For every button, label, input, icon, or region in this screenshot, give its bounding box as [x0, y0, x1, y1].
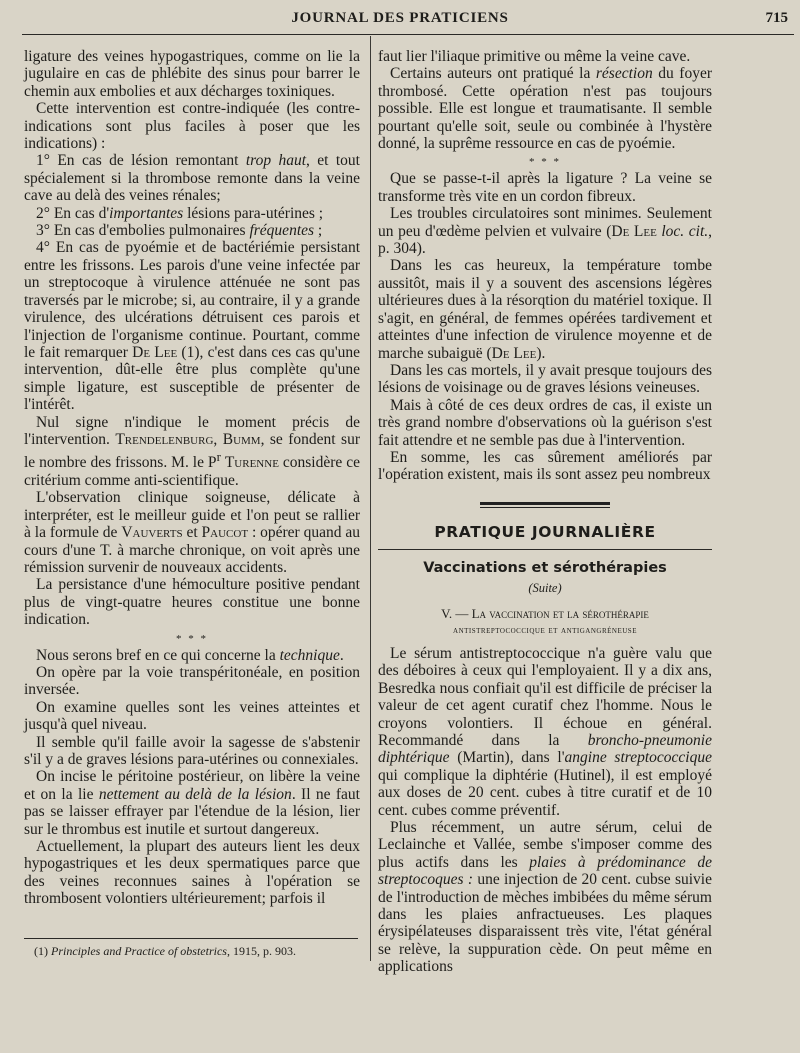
page-number: 715: [765, 10, 788, 26]
emphasis: loc. cit.: [656, 222, 709, 240]
paragraph: Dans les cas heureux, la température tombe aussitôt, mais il y a souvent des ascensions légères ultérieures dues à la résorqtion du matériel toxique. Il s'agit, en général, de femmes opérées tardivement et atteintes d'une infection de virulence moyenne et de marche subaiguë (De Lee).: [378, 257, 712, 362]
section-title: PRATIQUE JOURNALIÈRE: [434, 522, 656, 541]
paragraph: Nul signe n'indique le moment précis de l'intervention. Trendelenburg, Bumm, se fondent sur le nombre des frissons. M. le $P^r$ Turenne considère ce critérium comme anti-scientifique.: [24, 413, 361, 489]
section-rule: [378, 549, 712, 550]
author-name: Paucot: [201, 524, 249, 542]
section-break-stars: * * *: [529, 156, 561, 169]
footnote-title: Principles and Practice of obstetrics: [51, 944, 227, 958]
paragraph: Mais à côté de ces deux ordres de cas, il existe un très grand nombre d'observations où la guérison s'est fait attendre et ne semble pas due à l'intervention.: [378, 396, 712, 449]
header-rule: [22, 34, 794, 35]
paragraph: 4° En cas de pyoémie et de bactériémie persistant entre les frissons. Les parois d'une veine infectée par un streptocoque à virulence atténuée ne sont pas traversés par le microbe; si, au contraire, il y a grande virulence, des ulcérations détruisent ces parois et l'injection de l'organisme continue. Pourtant, comme le fait remarquer De Lee (1), c'est dans ces cas qu'une intervention, dût-elle être plus complète qu'une simple ligature, est susceptible de présenter de l'intérêt.: [24, 239, 360, 414]
paragraph: Que se passe-t-il après la ligature ? La veine se transforme très vite en un cordon fibreux.: [378, 170, 712, 205]
paragraph: Les troubles circulatoires sont minimes. Seulement un peu d'œdème pelvien et vulvaire (De Lee loc. cit., p. 304).: [378, 205, 712, 258]
section-divider: [480, 502, 610, 508]
emphasis: trop haut: [245, 152, 307, 170]
paragraph: On incise le péritoine postérieur, on libère la veine et on la lie nettement au delà de la lésion. Il ne faut pas se laisser effrayer par l'étendue de la lésion, lier sur le thrombus est inutile et surtout dangereux.: [24, 768, 360, 838]
paragraph: L'observation clinique soigneuse, délicate à interpréter, est le meilleur guide et l'on peut se rallier à la formule de Vauverts et Paucot : opérer quand au cours d'une T. à marche chronique, on voit après une rémission survenir de nouveaux accidents.: [24, 489, 361, 576]
paragraph: On examine quelles sont les veines atteintes et jusqu'à quel niveau.: [24, 698, 360, 734]
emphasis: importantes: [109, 204, 184, 222]
emphasis: fréquentes: [249, 222, 315, 240]
paragraph: Actuellement, la plupart des auteurs lient les deux hypogastriques et les deux spermatiques parce que des veines reconnues saines à l'opération se thrombosent volontiers ultérieurement; parfois il: [24, 838, 360, 908]
author-name: Trendelenburg, Bumm,: [115, 430, 265, 448]
paragraph: On opère par la voie transpéritonéale, en position inversée.: [24, 663, 360, 699]
section-break-stars: * * *: [176, 632, 208, 645]
paragraph: faut lier l'iliaque primitive ou même la veine cave.: [378, 48, 691, 65]
left-column: [24, 48, 360, 908]
emphasis: nettement au delà de la lésion: [98, 785, 292, 803]
emphasis: broncho-pneumonie diphtérique: [378, 732, 712, 767]
part-heading-line1: V. — La vaccination et la sérothérapie: [441, 605, 649, 621]
emphasis: technique: [279, 646, 340, 664]
author-name: Turenne: [224, 454, 279, 472]
part-heading-line2: antistreptococcique et antigangréneuse: [453, 624, 637, 636]
page-header: [0, 8, 800, 32]
author-name: De Lee: [611, 222, 657, 240]
right-column: [378, 48, 712, 976]
paragraph: 1° En cas de lésion remontant trop haut, et tout spécialement si la thrombose remonte dans la veine cave au delà des veines rénales;: [24, 152, 360, 205]
footnote-rule: [24, 938, 358, 939]
paragraph: Il semble qu'il faille avoir la sagesse de s'abstenir s'il y a de graves lésions para-utérines ou connexiales.: [24, 733, 360, 768]
paragraph: Certains auteurs ont pratiqué la résection du foyer thrombosé. Cette opération n'est pas toujours possible. Elle est longue et traumatisante. Il semble pourtant qu'elle soit, seule ou combinée à l'hystère donné, la suprême ressource en cas de pyoémie.: [378, 65, 712, 153]
paragraph: La persistance d'une hémoculture positive pendant plus de vingt-quatre heures constitue une bonne indication.: [24, 576, 360, 629]
paragraph: En somme, les cas sûrement améliorés par l'opération existent, mais ils sont assez peu nombreux: [378, 448, 712, 484]
column-divider: [370, 36, 371, 961]
author-name: Vauverts: [121, 524, 183, 542]
article-title: Vaccinations et sérothérapies: [423, 560, 667, 577]
journal-title: JOURNAL DES PRATICIENS: [291, 10, 509, 26]
author-name: De Lee: [491, 344, 537, 362]
emphasis: plaies à prédominance de streptocoques :: [378, 853, 712, 889]
paragraph: Cette intervention est contre-indiquée (les contre-indications sont plus faciles à poser que les indications) :: [24, 100, 360, 153]
emphasis: résection: [595, 65, 653, 83]
paragraph: 2° En cas d'importantes lésions para-utérines ;: [36, 204, 324, 222]
emphasis: angine streptococcique: [564, 749, 712, 767]
paragraph: Le sérum antistreptococcique n'a guère valu que des déboires à ceux qui l'employaient. Il y a dix ans, Besredka nous confiait qu'il est difficile de préciser la valeur de cet agent curatif chez l'homme. Nous le croyons volontiers. Il échoue en général. Recommandé dans la broncho-pneumonie diphtérique (Martin), dans l'angine streptococcique qui complique la diphtérie (Hutinel), il est employé aux doses de 20 cent. cubes à titre curatif et de 10 cent. cubes comme préventif.: [378, 644, 712, 819]
footnote: (1) Principles and Practice of obstetrics, 1915, p. 903.: [34, 944, 296, 958]
paragraph: Dans les cas mortels, il y avait presque toujours des lésions de voisinage ou de graves lésions veineuses.: [378, 361, 712, 397]
author-name: De Lee: [132, 343, 178, 361]
paragraph: Plus récemment, un autre sérum, celui de Leclainche et Vallée, sembe s'imposer comme des plus actifs dans les plaies à prédominance de streptocoques : une injection de 20 cent. cubse suivie de l'introduction de mèches imbibées du même sérum dans les plaies anfractueuses. Les plaques érysipélateuses disparaissent très vite, l'état général se relève, la suppuration cède. On peut même en applications: [378, 819, 712, 976]
article-suite: (Suite): [528, 580, 562, 595]
paragraph: 3° En cas d'embolies pulmonaires fréquentes ;: [36, 222, 323, 240]
part-heading: [378, 605, 712, 639]
paragraph: ligature des veines hypogastriques, comme on lie la jugulaire en cas de phlébite des sinus pour barrer le chemin aux embolies et aux décharges toxiniques.: [24, 48, 360, 100]
paragraph: Nous serons bref en ce qui concerne la technique.: [36, 646, 344, 664]
